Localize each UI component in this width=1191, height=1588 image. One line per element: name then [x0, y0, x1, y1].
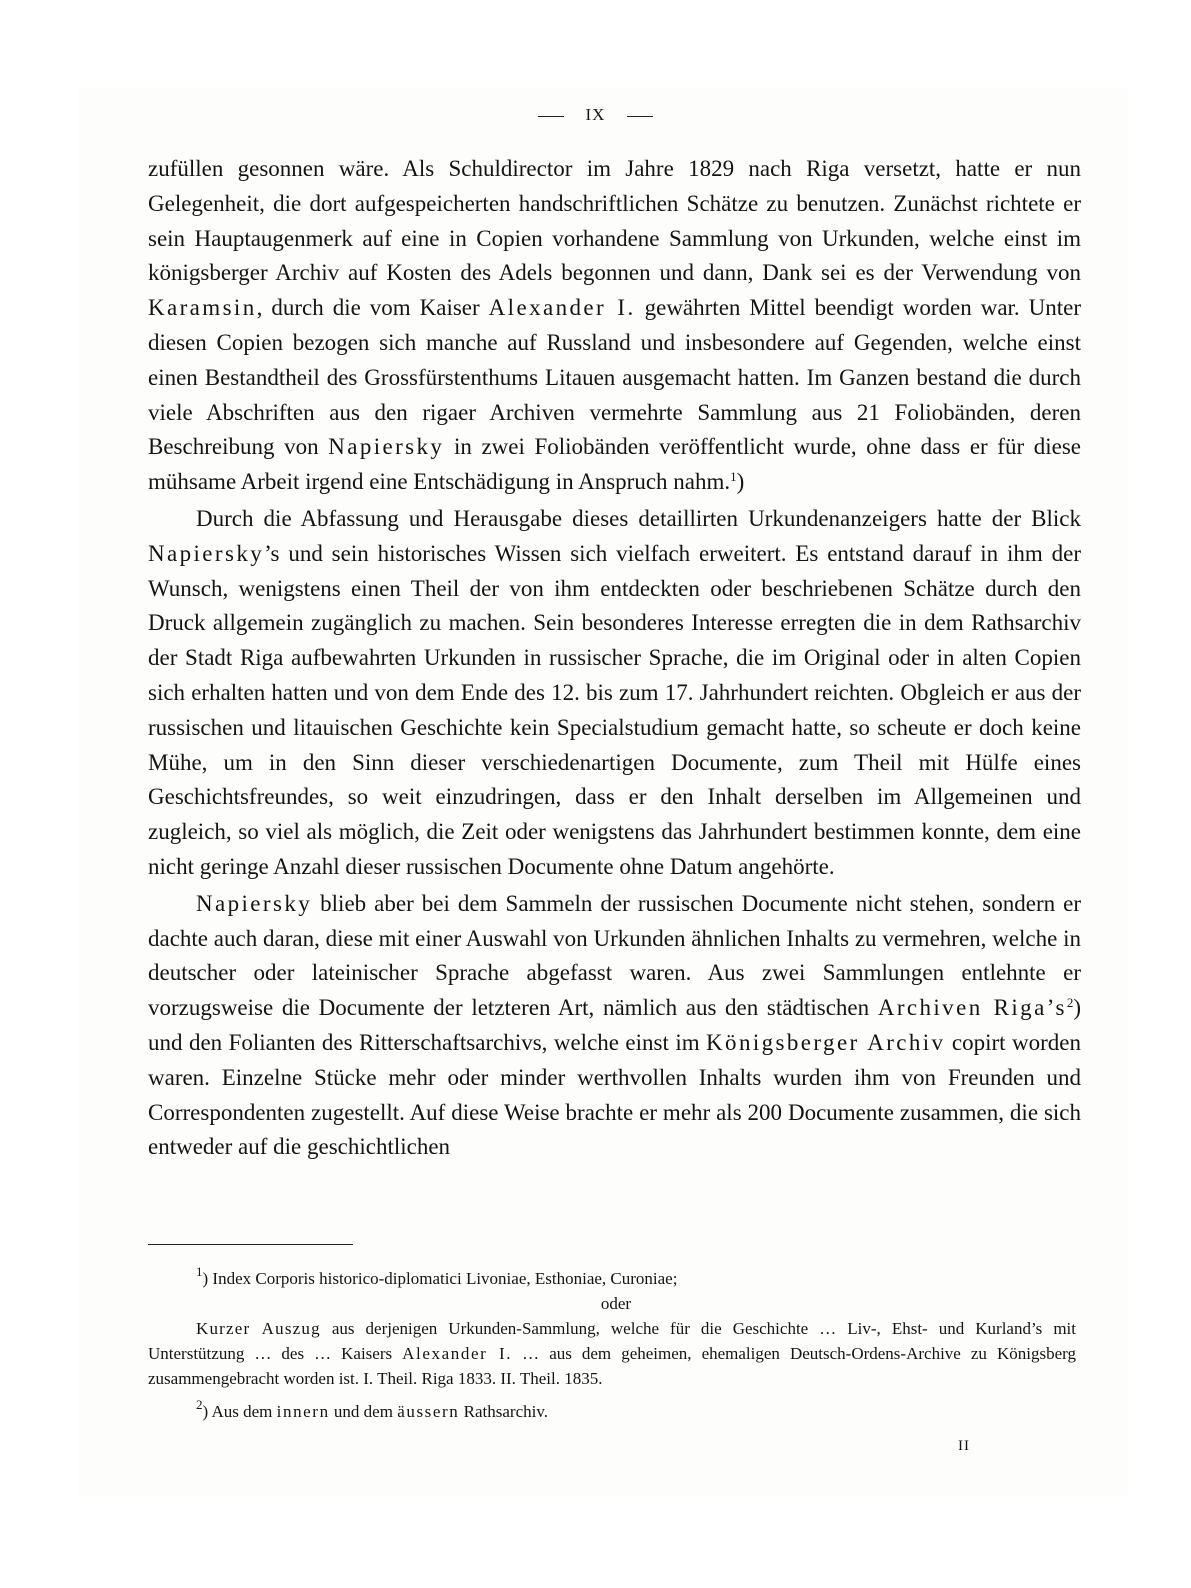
- text-run: … aus dem geheimen, ehemaligen Deutsch-Ordens-Archive zu Königsberg zusammengebracht worden ist. I. Theil. Riga 1833. II. Theil. 1835.: [148, 1344, 1076, 1388]
- text-run: blieb aber bei dem Sammeln der russischen Documente nicht stehen, sondern er dachte auch daran, diese mit einer Auswahl von Urkunden ähnlichen Inhalts zu vermehren, welche in deutscher oder lateinischer Sprache abgefasst waren. Aus zwei Sammlungen entlehnte er vorzugsweise die Documente der letzteren Art, nämlich aus den städtischen: [148, 890, 1081, 1021]
- text-run: ) Aus dem: [202, 1402, 277, 1421]
- text-run: ) Index Corporis historico-diplomatici Livoniae, Esthoniae, Curoniae;: [202, 1269, 678, 1288]
- spaced-name: Archiven Riga’s: [877, 995, 1067, 1021]
- text-run: copirt worden waren. Einzelne Stücke mehr oder minder werthvollen Inhalts wurden ihm von Freunden und Correspondenten zugestellt. Auf diese Weise brachte er mehr als 200 Documente zusammen, die sich entweder auf die geschichtlichen: [148, 1029, 1081, 1160]
- text-run: ) und den Folianten des Ritterschaftsarchivs, welche einst im: [148, 995, 1082, 1055]
- text-run: ’s und sein historisches Wissen sich vielfach erweitert. Es entstand darauf in ihm der Wunsch, wenigstens einen Theil der von ihm entdeckten oder beschriebenen Schätze durch den Druck allgemein zugänglich zu machen. Sein besonderes Interesse erregten die in dem Rathsarchiv der Stadt Riga aufbewahrten Urkunden in russischer Sprache, die im Original oder in alten Copien sich erhalten hatten und von dem Ende des 12. bis zum 17. Jahrhundert reichten. Obgleich er aus der russischen und litauischen Geschichte kein Specialstudium gemacht hatte, so scheute er doch keine Mühe, um in den Sinn dieser verschiedenartigen Documente, zum Theil mit Hülfe eines Geschichtsfreundes, so weit einzudringen, dass er den Inhalt derselben im Allgemeinen und zugleich, so viel als möglich, die Zeit oder wenigstens das Jahrhundert bestimmen konnte, dem eine nicht geringe Anzahl dieser russischen Documente ohne Datum angehörte.: [148, 540, 1081, 879]
- text-run: , durch die vom Kaiser: [256, 295, 489, 321]
- page-header: [0, 105, 1191, 125]
- page-number: IX: [585, 105, 606, 124]
- spaced-name: Napiersky: [148, 540, 265, 566]
- paragraph-3: [148, 887, 1081, 1165]
- footnote-1: [148, 1264, 1076, 1391]
- header-dash-right: [627, 116, 653, 117]
- footnote-ref: 2: [1066, 995, 1074, 1011]
- sheet-signature: II: [958, 1438, 970, 1454]
- text-run: in zwei Foliobänden veröffentlicht wurde, ohne dass er für diese mühsame Arbeit irgend eine Entschädigung in Anspruch nahm.: [148, 434, 1081, 495]
- spaced-title: Kurzer Auszug: [196, 1319, 321, 1338]
- footnote-marker: 2: [196, 1397, 203, 1412]
- spaced-name: Napiersky: [196, 890, 313, 916]
- spaced-word: äussern: [397, 1402, 460, 1421]
- text-run: aus derjenigen Urkunden-Sammlung, welche für die Geschichte … Liv-, Ehst- und Kurland’s mit Unterstützung … des … Kaisers: [148, 1319, 1076, 1363]
- footnote-ref: 1: [730, 469, 737, 485]
- text-run: und dem: [329, 1402, 398, 1421]
- text-run: Rathsarchiv.: [459, 1402, 548, 1421]
- footnote-marker: 1: [196, 1264, 203, 1279]
- spaced-name: Königsberger Archiv: [706, 1029, 946, 1055]
- footnote-rule: [148, 1244, 353, 1245]
- spaced-name: Karamsin: [148, 295, 257, 321]
- footnotes: [148, 1264, 1076, 1424]
- footnote-1-title: [196, 1266, 1076, 1291]
- body-text: [148, 152, 1081, 1165]
- text-run: Durch die Abfassung und Herausgabe dieses detaillirten Urkundenanzeigers hatte der Blick: [196, 505, 1081, 531]
- paragraph-2: [148, 502, 1081, 885]
- text-run: ): [736, 469, 745, 495]
- text-run: gewährten Mittel beendigt worden war. Unter diesen Copien bezogen sich manche auf Russland und insbesondere auf Gegenden, welche einst einen Bestandtheil des Grossfürstenthums Litauen ausgemacht hatten. Im Ganzen bestand die durch viele Abschriften aus den rigaer Archiven vermehrte Sammlung aus 21 Foliobänden, deren Beschreibung von: [148, 295, 1082, 460]
- spaced-name: Napiersky: [328, 434, 445, 460]
- spaced-word: innern: [276, 1402, 330, 1421]
- spaced-name: Alexander I.: [402, 1344, 513, 1363]
- paragraph-1: [148, 152, 1081, 500]
- header-dash-left: [538, 116, 564, 117]
- footnote-1-oder: oder: [600, 1294, 632, 1313]
- footnote-1-body: [148, 1316, 1076, 1391]
- spaced-name: Alexander I.: [488, 295, 636, 321]
- footnote-2: [196, 1399, 1076, 1424]
- text-run: zufüllen gesonnen wäre. Als Schuldirector im Jahre 1829 nach Riga versetzt, hatte er nun Gelegenheit, die dort aufgespeicherten handschriftlichen Schätze zu benutzen. Zunächst richtete er sein Hauptaugenmerk auf eine in Copien vorhandene Sammlung von Urkunden, welche einst im königsberger Archiv auf Kosten des Adels begonnen und dann, Dank sei es der Verwendung von: [148, 156, 1081, 286]
